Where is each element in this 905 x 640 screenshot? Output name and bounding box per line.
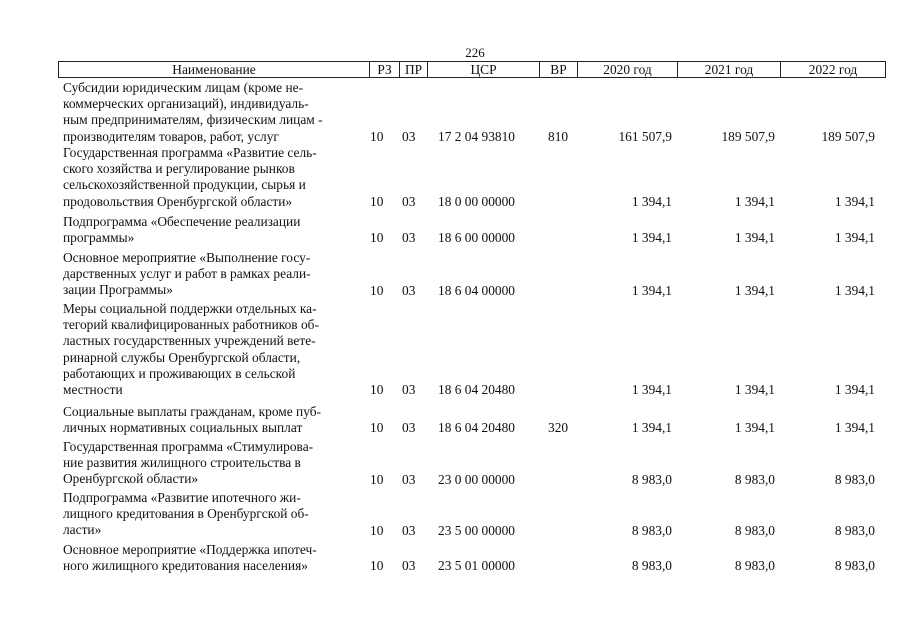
cell-rz: 10 xyxy=(370,522,384,538)
table-row xyxy=(58,490,886,539)
header-pr: ПР xyxy=(399,62,427,77)
cell-pr: 03 xyxy=(402,471,416,487)
header-csr: ЦСР xyxy=(427,62,539,77)
cell-name: Подпрограмма «Обеспечение реализации программы» xyxy=(63,214,301,246)
cell-2022: 8 983,0 xyxy=(834,558,875,574)
cell-rz: 10 xyxy=(370,558,384,574)
header-rz: РЗ xyxy=(369,62,399,77)
cell-csr: 18 6 04 00000 xyxy=(438,282,515,298)
cell-2020: 1 394,1 xyxy=(631,230,672,246)
cell-2020: 8 983,0 xyxy=(631,558,672,574)
cell-2020: 8 983,0 xyxy=(631,471,672,487)
cell-2022: 1 394,1 xyxy=(834,420,875,436)
cell-csr: 18 6 04 20480 xyxy=(438,420,515,436)
cell-2020: 161 507,9 xyxy=(618,128,672,144)
cell-csr: 17 2 04 93810 xyxy=(438,128,515,144)
cell-rz: 10 xyxy=(370,471,384,487)
cell-2022: 8 983,0 xyxy=(834,471,875,487)
cell-rz: 10 xyxy=(370,230,384,246)
header-2022: 2022 год xyxy=(780,62,885,77)
cell-name: Социальные выплаты гражданам, кроме пуб- личных нормативных социальных выплат xyxy=(63,404,322,436)
cell-pr: 03 xyxy=(402,382,416,398)
cell-csr: 23 0 00 00000 xyxy=(438,471,515,487)
cell-vr: 810 xyxy=(548,128,569,144)
cell-2020: 1 394,1 xyxy=(631,382,672,398)
cell-2022: 1 394,1 xyxy=(834,282,875,298)
table-header xyxy=(58,61,886,78)
cell-name: Подпрограмма «Развитие ипотечного жи- лищного кредитования в Оренбургской об- ласти» xyxy=(63,490,309,538)
cell-name: Государственная программа «Стимулирова- ние развития жилищного строительства в Оренбургской области» xyxy=(63,439,314,487)
cell-pr: 03 xyxy=(402,522,416,538)
table-row xyxy=(58,80,886,145)
cell-2021: 1 394,1 xyxy=(734,193,775,209)
cell-2022: 1 394,1 xyxy=(834,193,875,209)
cell-rz: 10 xyxy=(370,128,384,144)
table-row xyxy=(58,404,886,436)
cell-2021: 1 394,1 xyxy=(734,420,775,436)
cell-2022: 8 983,0 xyxy=(834,522,875,538)
cell-pr: 03 xyxy=(402,282,416,298)
header-vr: ВР xyxy=(539,62,577,77)
cell-2021: 1 394,1 xyxy=(734,230,775,246)
cell-pr: 03 xyxy=(402,558,416,574)
cell-vr: 320 xyxy=(548,420,569,436)
cell-name: Субсидии юридическим лицам (кроме не- коммерческих организаций), индивидуаль- ным предпринимателям, физическим лицам - производителям товаров, работ, услуг xyxy=(63,80,323,144)
cell-name: Основное мероприятие «Выполнение госу- дарственных услуг и работ в рамках реали- зации Программы» xyxy=(63,250,311,298)
cell-csr: 18 6 04 20480 xyxy=(438,382,515,398)
cell-2021: 8 983,0 xyxy=(734,471,775,487)
cell-2020: 1 394,1 xyxy=(631,282,672,298)
cell-2020: 1 394,1 xyxy=(631,193,672,209)
header-2020: 2020 год xyxy=(577,62,677,77)
cell-2020: 8 983,0 xyxy=(631,522,672,538)
cell-pr: 03 xyxy=(402,193,416,209)
cell-2021: 189 507,9 xyxy=(721,128,775,144)
cell-2022: 1 394,1 xyxy=(834,382,875,398)
cell-rz: 10 xyxy=(370,282,384,298)
cell-name: Основное мероприятие «Поддержка ипотеч- ного жилищного кредитования населения» xyxy=(63,542,317,574)
cell-2020: 1 394,1 xyxy=(631,420,672,436)
page-number: 226 xyxy=(465,45,485,60)
cell-pr: 03 xyxy=(402,128,416,144)
cell-rz: 10 xyxy=(370,193,384,209)
header-name: Наименование xyxy=(172,62,256,77)
cell-csr: 23 5 00 00000 xyxy=(438,522,515,538)
cell-csr: 23 5 01 00000 xyxy=(438,558,515,574)
table-row xyxy=(58,301,886,398)
table-row xyxy=(58,214,886,246)
cell-pr: 03 xyxy=(402,230,416,246)
table-row xyxy=(58,250,886,299)
header-2021: 2021 год xyxy=(677,62,780,77)
cell-2021: 1 394,1 xyxy=(734,382,775,398)
cell-pr: 03 xyxy=(402,420,416,436)
cell-csr: 18 0 00 00000 xyxy=(438,193,515,209)
cell-csr: 18 6 00 00000 xyxy=(438,230,515,246)
cell-2021: 8 983,0 xyxy=(734,558,775,574)
cell-rz: 10 xyxy=(370,382,384,398)
cell-2022: 189 507,9 xyxy=(821,128,875,144)
cell-rz: 10 xyxy=(370,420,384,436)
cell-2022: 1 394,1 xyxy=(834,230,875,246)
cell-2021: 1 394,1 xyxy=(734,282,775,298)
cell-name: Государственная программа «Развитие сель- ского хозяйства и регулирование рынков сельскохозяйственной продукции, сырья и продовольствия Оренбургской области» xyxy=(63,145,317,209)
cell-name: Меры социальной поддержки отдельных ка- тегорий квалифицированных работников об- ластных государственных учреждений вете- ринарной службы Оренбургской области, работающих и проживающих в сельской местности xyxy=(63,301,319,398)
table-row xyxy=(58,542,886,574)
cell-2021: 8 983,0 xyxy=(734,522,775,538)
table-row xyxy=(58,439,886,488)
table-row xyxy=(58,145,886,210)
